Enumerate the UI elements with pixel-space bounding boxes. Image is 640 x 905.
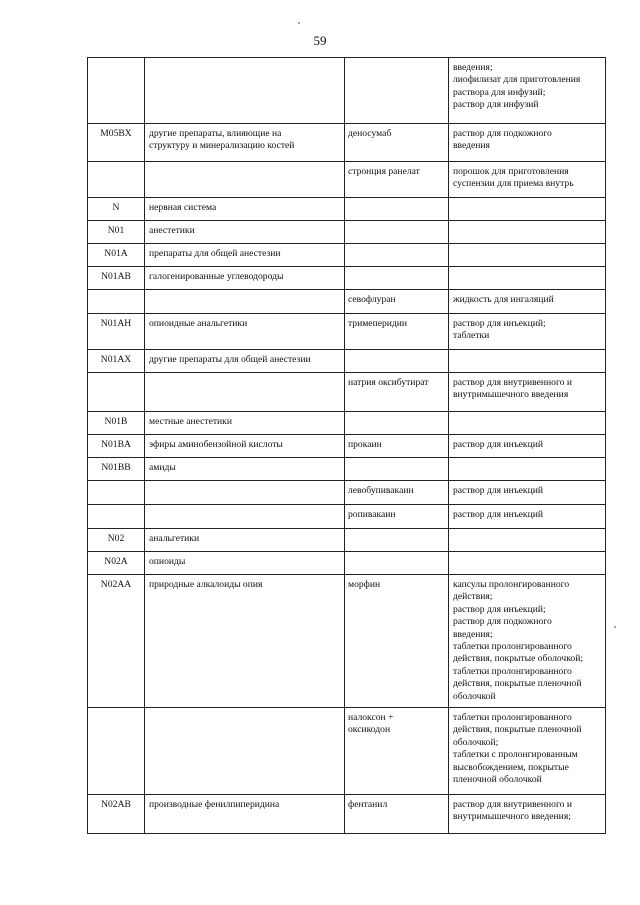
atc-group-cell: другие препараты для общей анестезии xyxy=(145,350,345,373)
scan-dot xyxy=(298,22,300,24)
table-row xyxy=(88,795,606,834)
atc-code-cell: N01AX xyxy=(88,350,145,373)
atc-group-cell xyxy=(145,505,345,529)
atc-code-cell: N02 xyxy=(88,529,145,552)
atc-code-cell: M05BX xyxy=(88,124,145,162)
atc-code-cell xyxy=(88,481,145,505)
table-row xyxy=(88,552,606,575)
atc-group-cell: местные анестетики xyxy=(145,412,345,435)
atc-code-cell: N01B xyxy=(88,412,145,435)
dosage-form-cell: раствор для инъекций xyxy=(449,481,606,505)
dosage-form-cell xyxy=(449,267,606,290)
table-row xyxy=(88,708,606,795)
dosage-form-cell: жидкость для ингаляций xyxy=(449,290,606,314)
page-number: 59 xyxy=(313,33,327,48)
table-row xyxy=(88,350,606,373)
drug-name-cell: стронция ранелат xyxy=(345,162,449,198)
dosage-form-cell: раствор для инъекций; таблетки xyxy=(449,314,606,350)
drug-name-cell: прокаин xyxy=(345,435,449,458)
dosage-form-cell xyxy=(449,458,606,481)
scan-dot xyxy=(614,626,616,628)
atc-group-cell: другие препараты, влияющие на структуру и минерализацию костей xyxy=(145,124,345,162)
table-row xyxy=(88,575,606,708)
table-row xyxy=(88,435,606,458)
drug-name-cell xyxy=(345,244,449,267)
dosage-form-cell: раствор для внутривенного и внутримышечного введения; xyxy=(449,795,606,834)
atc-group-cell: препараты для общей анестезии xyxy=(145,244,345,267)
dosage-form-cell xyxy=(449,412,606,435)
atc-group-cell: производные фенилпиперидина xyxy=(145,795,345,834)
atc-group-cell: природные алкалоиды опия xyxy=(145,575,345,708)
table-body xyxy=(88,58,606,834)
atc-code-cell: N02A xyxy=(88,552,145,575)
table-row xyxy=(88,505,606,529)
table-row xyxy=(88,458,606,481)
dosage-form-cell: капсулы пролонгированного действия; раствор для инъекций; раствор для подкожного введения; таблетки пролонгированного действия, покрытые оболочкой; таблетки пролонгированного действия, покрытые пленочной оболочкой xyxy=(449,575,606,708)
drug-name-cell xyxy=(345,58,449,124)
atc-group-cell: опиоиды xyxy=(145,552,345,575)
dosage-form-cell: раствор для подкожного введения xyxy=(449,124,606,162)
dosage-form-cell xyxy=(449,221,606,244)
dosage-form-cell: введения; лиофилизат для приготовления раствора для инфузий; раствор для инфузий xyxy=(449,58,606,124)
atc-group-cell: анальгетики xyxy=(145,529,345,552)
dosage-form-cell: раствор для внутривенного и внутримышечного введения xyxy=(449,373,606,412)
drug-name-cell xyxy=(345,221,449,244)
atc-code-cell: N01A xyxy=(88,244,145,267)
drug-name-cell: тримеперидин xyxy=(345,314,449,350)
table-row xyxy=(88,412,606,435)
atc-group-cell: эфиры аминобензойной кислоты xyxy=(145,435,345,458)
table-row xyxy=(88,481,606,505)
atc-code-cell: N02AA xyxy=(88,575,145,708)
drug-name-cell xyxy=(345,412,449,435)
atc-code-cell: N01 xyxy=(88,221,145,244)
dosage-form-cell: таблетки пролонгированного действия, покрытые пленочной оболочкой; таблетки с пролонгированным высвобождением, покрытые пленочной оболочкой xyxy=(449,708,606,795)
drug-name-cell: налоксон + оксикодон xyxy=(345,708,449,795)
atc-code-cell: N xyxy=(88,198,145,221)
table-row xyxy=(88,314,606,350)
atc-code-cell xyxy=(88,162,145,198)
drug-name-cell xyxy=(345,198,449,221)
drug-name-cell: севофлуран xyxy=(345,290,449,314)
atc-code-cell: N01AH xyxy=(88,314,145,350)
atc-group-cell xyxy=(145,290,345,314)
dosage-form-cell: раствор для инъекций xyxy=(449,435,606,458)
atc-group-cell xyxy=(145,373,345,412)
table-row xyxy=(88,162,606,198)
atc-group-cell xyxy=(145,58,345,124)
atc-code-cell xyxy=(88,290,145,314)
atc-code-cell xyxy=(88,708,145,795)
table-row xyxy=(88,290,606,314)
atc-group-cell: галогенированные углеводороды xyxy=(145,267,345,290)
atc-code-cell xyxy=(88,373,145,412)
table-row xyxy=(88,221,606,244)
atc-group-cell: опиоидные анальгетики xyxy=(145,314,345,350)
table-row xyxy=(88,244,606,267)
drug-table xyxy=(87,57,606,834)
table-row xyxy=(88,529,606,552)
atc-code-cell: N02AB xyxy=(88,795,145,834)
drug-name-cell: фентанил xyxy=(345,795,449,834)
table-row xyxy=(88,373,606,412)
drug-name-cell: натрия оксибутират xyxy=(345,373,449,412)
drug-name-cell xyxy=(345,267,449,290)
drug-name-cell xyxy=(345,552,449,575)
drug-name-cell: ропивакаин xyxy=(345,505,449,529)
atc-code-cell: N01BA xyxy=(88,435,145,458)
table-row xyxy=(88,198,606,221)
atc-group-cell: анестетики xyxy=(145,221,345,244)
atc-code-cell: N01AB xyxy=(88,267,145,290)
drug-name-cell: левобупивакаин xyxy=(345,481,449,505)
drug-name-cell xyxy=(345,529,449,552)
table-row xyxy=(88,58,606,124)
atc-code-cell xyxy=(88,505,145,529)
drug-name-cell: деносумаб xyxy=(345,124,449,162)
table-row xyxy=(88,267,606,290)
atc-group-cell: нервная система xyxy=(145,198,345,221)
atc-code-cell xyxy=(88,58,145,124)
atc-group-cell xyxy=(145,481,345,505)
dosage-form-cell xyxy=(449,350,606,373)
drug-name-cell xyxy=(345,350,449,373)
dosage-form-cell xyxy=(449,244,606,267)
dosage-form-cell xyxy=(449,198,606,221)
atc-group-cell: амиды xyxy=(145,458,345,481)
dosage-form-cell xyxy=(449,529,606,552)
dosage-form-cell: порошок для приготовления суспензии для приема внутрь xyxy=(449,162,606,198)
drug-name-cell xyxy=(345,458,449,481)
table-row xyxy=(88,124,606,162)
atc-group-cell xyxy=(145,162,345,198)
dosage-form-cell: раствор для инъекций xyxy=(449,505,606,529)
atc-code-cell: N01BB xyxy=(88,458,145,481)
drug-name-cell: морфин xyxy=(345,575,449,708)
dosage-form-cell xyxy=(449,552,606,575)
atc-group-cell xyxy=(145,708,345,795)
